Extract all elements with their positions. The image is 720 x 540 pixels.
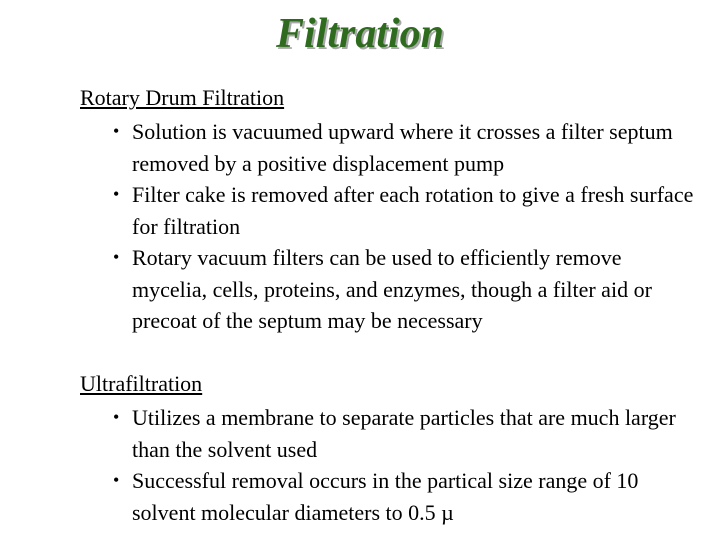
bullet-icon: •: [113, 470, 120, 490]
section-heading: Ultrafiltration: [80, 371, 203, 396]
section-rotary-drum-filtration: [80, 84, 700, 337]
bullet-list: [80, 402, 700, 528]
bullet-text: Successful removal occurs in the partical size range of 10 solvent molecular diameters to 0.5 µ: [132, 468, 639, 525]
bullet-item: [80, 242, 700, 337]
bullet-icon: •: [113, 184, 120, 204]
bullet-item: [80, 402, 700, 465]
bullet-item: [80, 179, 700, 242]
bullet-text: Filter cake is removed after each rotation to give a fresh surface for filtration: [132, 182, 694, 239]
bullet-text: Solution is vacuumed upward where it crosses a filter septum removed by a positive displacement pump: [132, 119, 673, 176]
bullet-icon: •: [113, 247, 120, 267]
bullet-text: Rotary vacuum filters can be used to efficiently remove mycelia, cells, proteins, and enzymes, though a filter aid or precoat of the septum may be necessary: [132, 245, 652, 333]
bullet-item: [80, 465, 700, 528]
bullet-icon: •: [113, 121, 120, 141]
section-heading: Rotary Drum Filtration: [80, 85, 285, 110]
slide-title: Filtration: [275, 11, 445, 57]
bullet-item: [80, 116, 700, 179]
bullet-text: Utilizes a membrane to separate particles that are much larger than the solvent used: [132, 405, 676, 462]
section-ultrafiltration: [80, 370, 700, 528]
bullet-icon: •: [113, 407, 120, 427]
bullet-list: [80, 116, 700, 337]
